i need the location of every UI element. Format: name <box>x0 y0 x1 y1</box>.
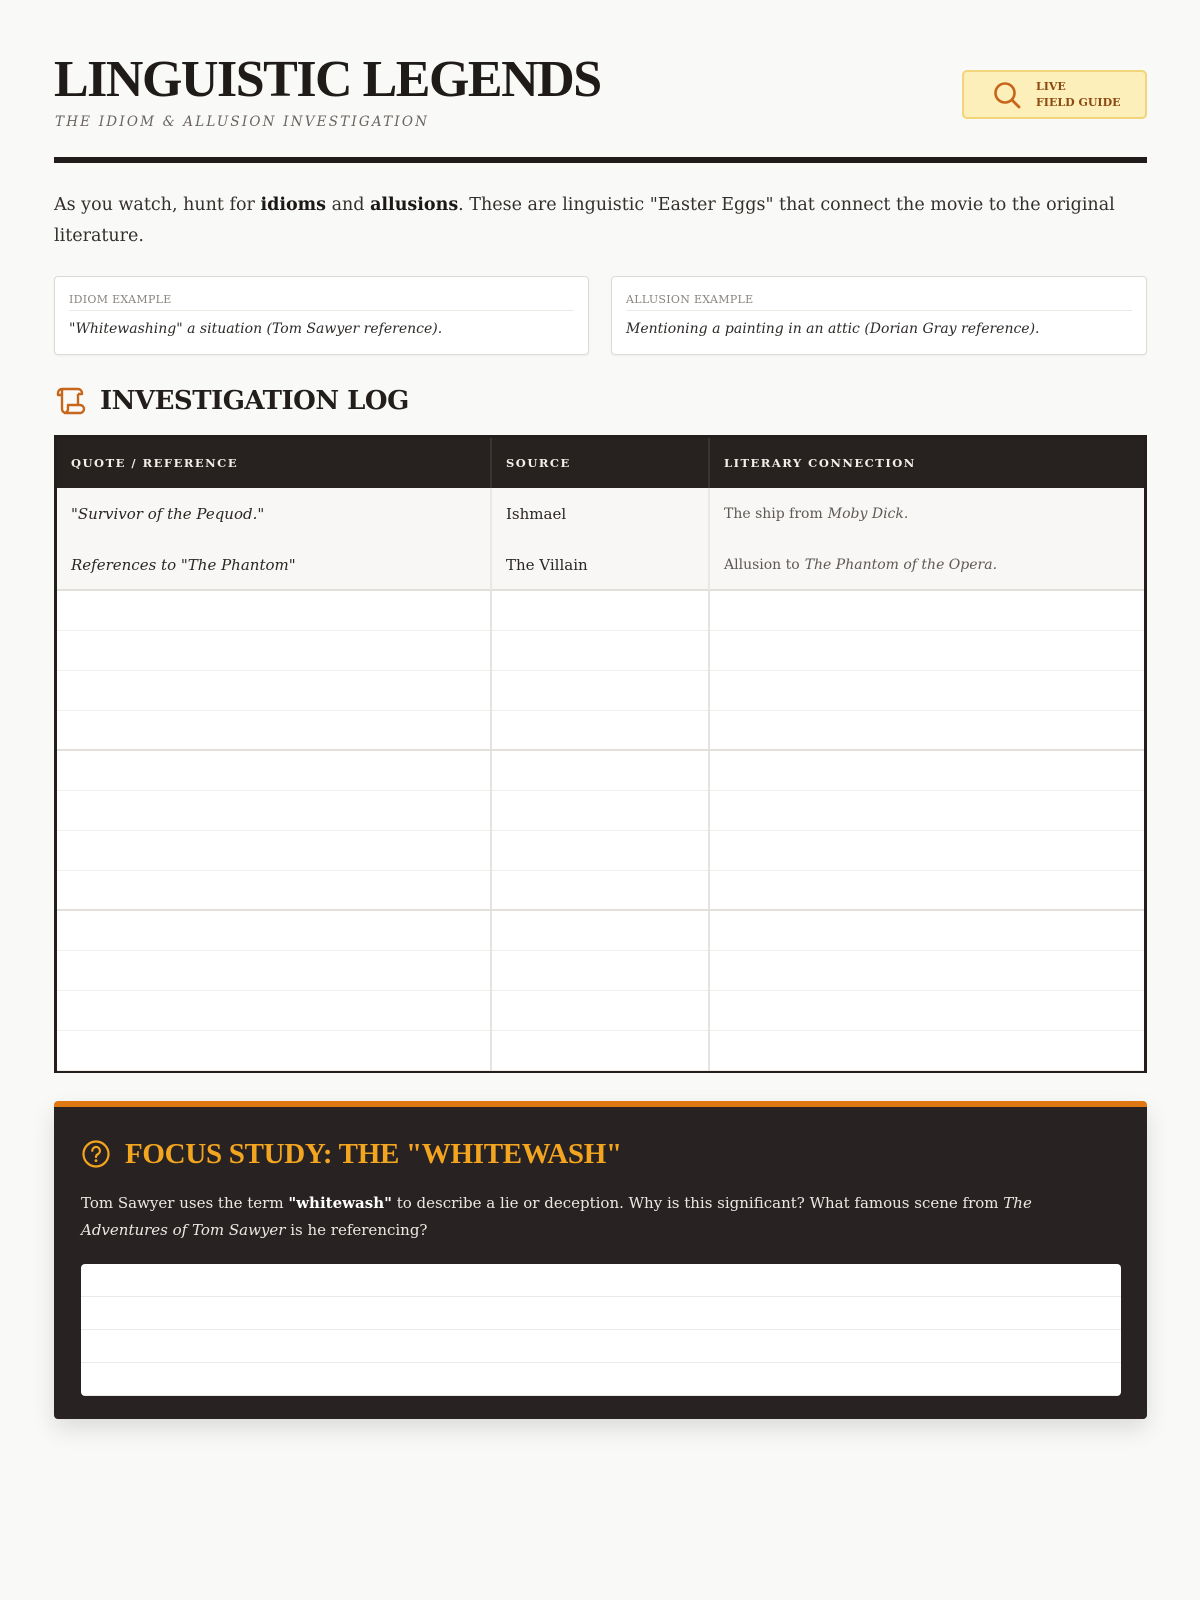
field-guide-label-line2: FIELD GUIDE <box>1036 95 1121 109</box>
allusion-example-card <box>611 276 1147 355</box>
column-header-connection: LITERARY CONNECTION <box>724 456 916 470</box>
table-row <box>57 488 1144 539</box>
connection-cell <box>710 539 1144 590</box>
connection-prefix: Allusion to <box>724 556 800 573</box>
intro-keyword-idioms: idioms <box>260 195 327 215</box>
column-header-quote: QUOTE / REFERENCE <box>57 438 492 488</box>
connection-prefix: The ship from <box>724 505 823 522</box>
table-row <box>57 539 1144 590</box>
empty-table-row <box>57 911 1144 1071</box>
connection-entry-cell[interactable] <box>710 751 1144 909</box>
empty-table-row <box>57 591 1144 751</box>
investigation-log-title: INVESTIGATION LOG <box>100 386 409 416</box>
idiom-example-label: IDIOM EXAMPLE <box>69 293 574 311</box>
investigation-log-table <box>54 435 1147 1073</box>
magnifier-icon <box>992 80 1022 110</box>
source-cell: The Villain <box>492 539 710 590</box>
focus-text-1: Tom Sawyer uses the term <box>81 1194 289 1212</box>
field-guide-label-line1: LIVE <box>1036 79 1066 93</box>
focus-study-panel <box>54 1101 1147 1419</box>
source-entry-cell[interactable] <box>492 751 710 909</box>
connection-work: The Phantom of the Opera. <box>804 556 998 573</box>
idiom-example-card <box>54 276 589 355</box>
table-header-row <box>57 438 1144 488</box>
focus-answer-area[interactable] <box>81 1264 1121 1396</box>
column-header-source: SOURCE <box>492 438 710 488</box>
source-entry-cell[interactable] <box>492 911 710 1071</box>
worksheet-page <box>54 0 1147 1239</box>
quote-entry-cell[interactable] <box>57 751 492 909</box>
allusion-example-text: Mentioning a painting in an attic (Dorian Gray reference). <box>626 321 1040 337</box>
empty-table-row <box>57 751 1144 911</box>
source-cell: Ishmael <box>492 488 710 539</box>
quote-cell: "Survivor of the Pequod." <box>57 488 492 539</box>
intro-paragraph <box>54 190 1147 252</box>
intro-keyword-allusions: allusions <box>370 195 459 215</box>
focus-text-2: to describe a lie or deception. Why is this significant? What famous scene from <box>391 1194 1004 1212</box>
focus-work-title: The Adventures of Tom Sawyer <box>81 1194 1032 1239</box>
allusion-example-label: ALLUSION EXAMPLE <box>626 293 1132 311</box>
quote-cell: References to "The Phantom" <box>57 539 492 590</box>
focus-study-title: FOCUS STUDY: THE "WHITEWASH" <box>125 1137 622 1170</box>
example-rows <box>57 488 1144 591</box>
intro-text-1: As you watch, hunt for <box>54 195 261 215</box>
focus-keyword: "whitewash" <box>288 1194 392 1212</box>
focus-study-prompt <box>81 1190 1121 1244</box>
investigation-log-heading <box>54 384 409 418</box>
header <box>54 0 1147 163</box>
focus-study-heading <box>81 1139 622 1169</box>
page-title: LINGUISTIC LEGENDS <box>54 51 601 108</box>
page-subtitle: THE IDIOM & ALLUSION INVESTIGATION <box>55 114 430 130</box>
header-divider <box>54 157 1147 163</box>
connection-work: Moby Dick. <box>827 505 909 522</box>
connection-entry-cell[interactable] <box>710 591 1144 749</box>
intro-text-3: . These are linguistic "Easter Eggs" that connect the movie to the original literature. <box>54 195 1115 246</box>
intro-text-2: and <box>326 195 371 215</box>
quote-entry-cell[interactable] <box>57 591 492 749</box>
focus-text-3: is he referencing? <box>285 1221 428 1239</box>
live-field-guide-button[interactable] <box>962 70 1147 119</box>
question-circle-icon <box>81 1139 111 1169</box>
idiom-example-text: "Whitewashing" a situation (Tom Sawyer reference). <box>69 321 443 337</box>
scroll-icon <box>54 385 86 417</box>
examples-row <box>54 276 1147 355</box>
quote-entry-cell[interactable] <box>57 911 492 1071</box>
field-guide-label <box>1036 79 1136 111</box>
connection-entry-cell[interactable] <box>710 911 1144 1071</box>
source-entry-cell[interactable] <box>492 591 710 749</box>
connection-cell <box>710 488 1144 539</box>
